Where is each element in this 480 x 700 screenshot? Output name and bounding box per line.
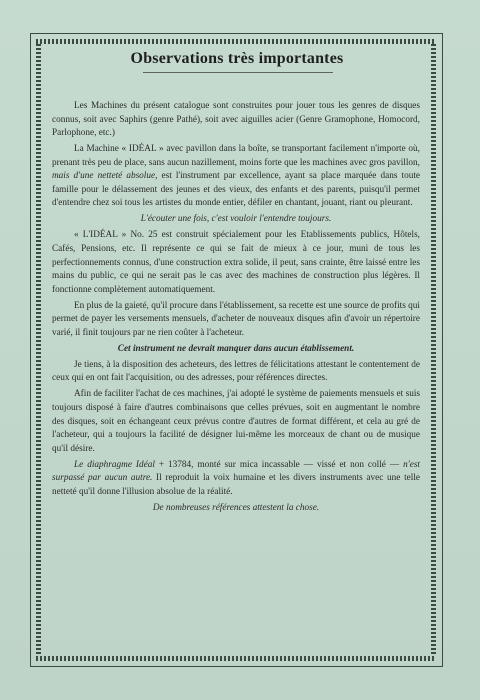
right-dotted-rule [431, 44, 436, 656]
text-run: Il reproduit la voix humaine et les divers instruments avec une telle netteté qu'il donne l'illusion absolue de la réalité. [52, 473, 420, 497]
paragraph-p4 [52, 229, 420, 297]
text-run: Afin de faciliter l'achat de ces machines, j'ai adopté le système de paiements mensuels et suis toujours disposé à faire d'autres combinaisons que celles prévues, soit en augmentant le nombre des disques, soit en échangeant ceux prévus contre d'autres de format différent, et cela au gré de l'acheteur, qui a toujours la facilité de désigner lui-même les morceaux de chant ou de musique qu'il désire. [52, 389, 420, 454]
text-run: Cet instrument ne devrait manquer dans aucun établissement. [117, 343, 355, 354]
bottom-dotted-rule [36, 656, 436, 661]
text-run: « L'IDÉAL » No. 25 est construit spécialement pour les Etablissements publics, Hôtels, Cafés, Pensions, etc. Il représente ce qui se fait de mieux à ce jour, muni de tous les perfectionnements connus, d'une construction extra solide, il peut, sans crainte, être laissé entre les mains du public, ce qui ne serait pas le cas avec des machines de construction plus légères. Il fonctionne complètement automatiquement. [52, 230, 420, 295]
paragraph-p6 [52, 343, 420, 357]
paragraph-p8 [52, 388, 420, 456]
body-text [52, 100, 420, 518]
paragraph-p7 [52, 359, 420, 386]
paragraph-p2 [52, 143, 420, 211]
paragraph-p5 [52, 300, 420, 341]
paragraph-p1 [52, 100, 420, 141]
text-run: L'écouter une fois, c'est vouloir l'entendre toujours. [140, 214, 332, 225]
text-run: + 13784, monté sur mica incassable — vissé et non collé — [154, 459, 404, 470]
text-run: Le diaphragme Idéal [74, 459, 155, 470]
text-run: Je tiens, à la disposition des acheteurs, des lettres de félicitations attestant le contentement de ceux qui en ont fait l'acquisition, ou des adresses, pour références directes. [52, 359, 420, 384]
text-run: En plus de la gaieté, qu'il procure dans l'établissement, sa recette est une source de profits qui permet de payer les versements mensuels, d'acheter de nouveaux disques afin d'avoir un répertoire varié, il finit toujours par ne rien coûter à l'acheteur. [52, 300, 420, 338]
text-run: La Machine « IDÉAL » avec pavillon dans la boîte, se transportant facilement n'importe où, prenant très peu de place, sans aucun nazillement, moins forte que les machines avec gros pavillon, [52, 144, 420, 168]
title-underline [143, 72, 333, 73]
paragraph-p9 [52, 459, 420, 500]
text-run: , est l'instrument par excellence, ayant sa place marquée dans toute famille pour le délassement des jeunes et des vieux, des enfants et des parents, puisqu'il permet d'entendre chez soi tous les artistes du monde entier, défiler en chantant, jouant, riant ou pleurant. [52, 171, 420, 209]
page-title: Observations très importantes [130, 50, 344, 67]
top-dotted-rule [36, 39, 436, 44]
paragraph-p3 [52, 213, 420, 227]
text-run: mais d'une netteté absolue [52, 171, 156, 182]
text-run: De nombreuses références attestent la chose. [152, 502, 320, 513]
text-run: Les Machines du présent catalogue sont construites pour jouer tous les genres de disques connus, soit avec Saphirs (genre Pathé), soit avec aiguilles acier (Genre Gramophone, Homocord, Parlophone, etc.) [52, 101, 420, 139]
left-dotted-rule [36, 44, 41, 656]
paragraph-p10 [52, 502, 420, 516]
text-run: n'est surpassé par aucun autre. [52, 459, 420, 484]
